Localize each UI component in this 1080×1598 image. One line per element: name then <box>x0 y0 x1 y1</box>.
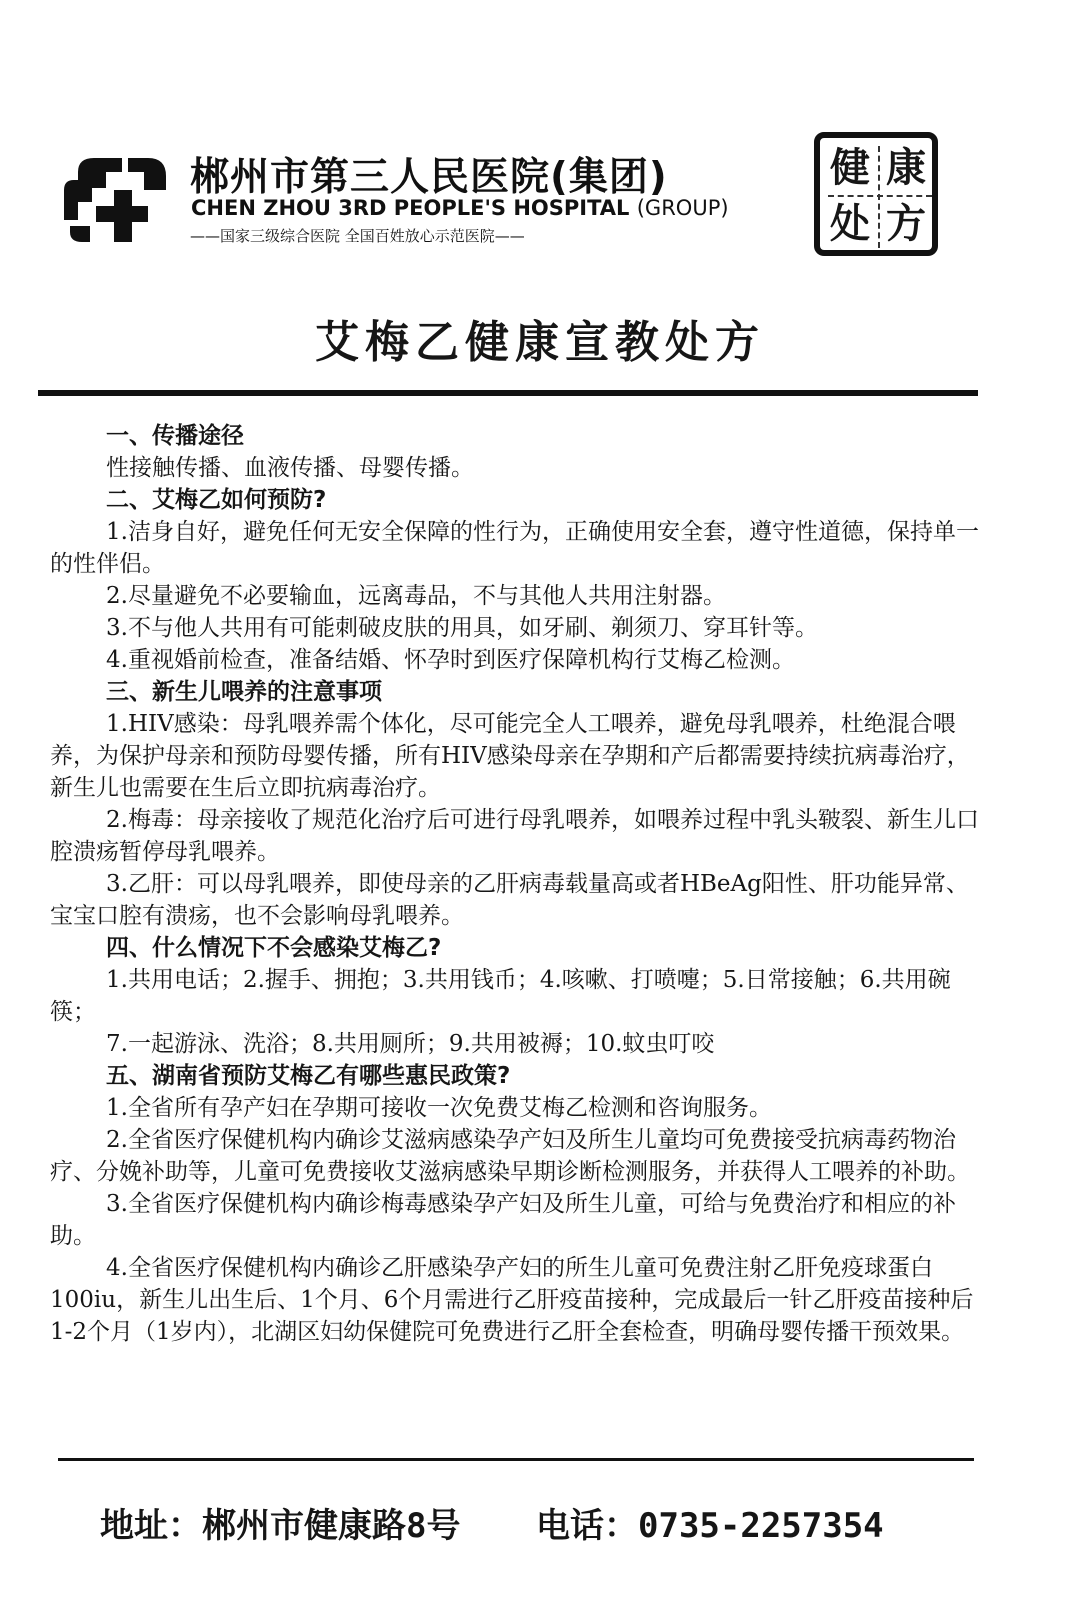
section-heading: 一、传播途径 <box>106 423 244 449</box>
divider-top <box>38 390 978 396</box>
footer-contact <box>100 1498 884 1547</box>
address-text: 地址：郴州市健康路8号 <box>100 1506 461 1546</box>
hospital-name-en-group: (GROUP) <box>636 196 729 220</box>
paragraph: 1.全省所有孕产妇在孕期可接收一次免费艾梅乙检测和咨询服务。 <box>106 1095 772 1121</box>
stamp-char: 康 <box>886 144 926 191</box>
phone-text: 电话：0735-2257354 <box>536 1506 884 1546</box>
paragraph: 1.共用电话；2.握手、拥抱；3.共用钱币；4.咳嗽、打喷嚏；5.日常接触；6.共用碗筷； <box>50 967 951 1025</box>
section-heading: 四、什么情况下不会感染艾梅乙? <box>106 935 442 961</box>
paragraph: 1.HIV感染：母乳喂养需个体化，尽可能完全人工喂养，避免母乳喂养，杜绝混合喂养，为保护母亲和预防母婴传播，所有HIV感染母亲在孕期和产后都需要持续抗病毒治疗，新生儿也需要在生后立即抗病毒治疗。 <box>50 711 970 801</box>
paragraph: 1.洁身自好，避免任何无安全保障的性行为，正确使用安全套，遵守性道德，保持单一的性伴侣。 <box>50 519 979 577</box>
health-prescription-stamp <box>814 132 938 256</box>
stamp-char: 处 <box>830 200 870 247</box>
paragraph: 3.不与他人共用有可能刺破皮肤的用具，如牙刷、剃须刀、穿耳针等。 <box>106 615 818 641</box>
hospital-logo <box>56 150 174 250</box>
paragraph: 3.乙肝：可以母乳喂养，即使母亲的乙肝病毒载量高或者HBeAg阳性、肝功能异常、宝宝口腔有溃疡，也不会影响母乳喂养。 <box>50 871 969 929</box>
hospital-name-en-main: CHEN ZHOU 3RD PEOPLE'S HOSPITAL <box>191 196 630 220</box>
stamp-char: 方 <box>886 200 926 247</box>
hospital-tagline: ——国家三级综合医院 全国百姓放心示范医院—— <box>190 227 525 245</box>
paragraph: 4.重视婚前检查，准备结婚、怀孕时到医疗保障机构行艾梅乙检测。 <box>106 647 795 673</box>
hospital-name-en <box>191 196 729 220</box>
paragraph: 2.尽量避免不必要输血，远离毒品，不与其他人共用注射器。 <box>106 583 726 609</box>
document-title: 艾梅乙健康宣教处方 <box>315 317 765 368</box>
section-heading: 三、新生儿喂养的注意事项 <box>106 679 382 705</box>
paragraph: 2.全省医疗保健机构内确诊艾滋病感染孕产妇及所生儿童均可免费接受抗病毒药物治疗、分娩补助等，儿童可免费接收艾滋病感染早期诊断检测服务，并获得人工喂养的补助。 <box>50 1127 970 1185</box>
paragraph: 2.梅毒：母亲接收了规范化治疗后可进行母乳喂养，如喂养过程中乳头皲裂、新生儿口腔溃疡暂停母乳喂养。 <box>50 807 979 865</box>
paragraph: 性接触传播、血液传播、母婴传播。 <box>106 455 474 481</box>
paragraph: 4.全省医疗保健机构内确诊乙肝感染孕产妇的所生儿童可免费注射乙肝免疫球蛋白100iu，新生儿出生后、1个月、6个月需进行乙肝疫苗接种，完成最后一针乙肝疫苗接种后1-2个月（1岁内），北湖区妇幼保健院可免费进行乙肝全套检查，明确母婴传播干预效果。 <box>50 1255 974 1345</box>
stamp-char: 健 <box>830 144 870 191</box>
document-body <box>50 420 980 1348</box>
paragraph: 7.一起游泳、洗浴；8.共用厕所；9.共用被褥；10.蚊虫叮咬 <box>106 1031 715 1057</box>
divider-bottom <box>58 1458 974 1461</box>
hospital-name-cn: 郴州市第三人民医院(集团) <box>190 155 668 200</box>
letterhead <box>0 0 1080 300</box>
section-heading: 二、艾梅乙如何预防? <box>106 487 327 513</box>
section-heading: 五、湖南省预防艾梅乙有哪些惠民政策? <box>106 1063 511 1089</box>
paragraph: 3.全省医疗保健机构内确诊梅毒感染孕产妇及所生儿童，可给与免费治疗和相应的补助。 <box>50 1191 956 1249</box>
